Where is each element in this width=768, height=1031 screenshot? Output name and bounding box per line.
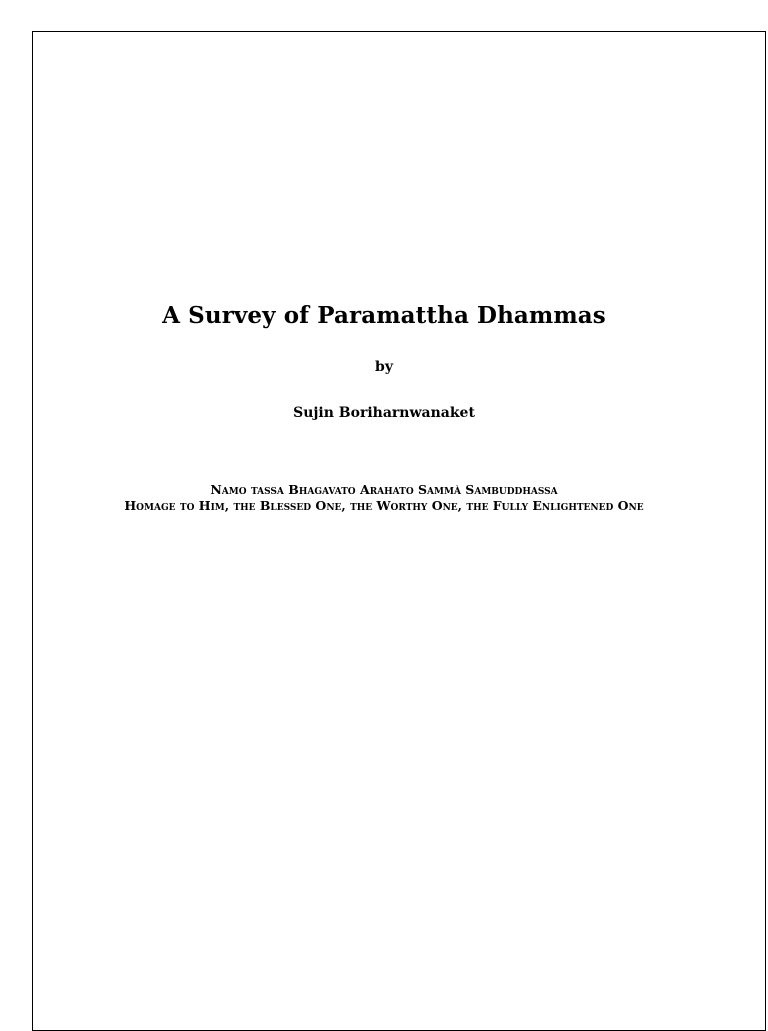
by-line: by	[375, 359, 393, 375]
document-title: A Survey of Paramattha Dhammas	[162, 302, 606, 329]
page-border	[32, 31, 766, 1031]
homage-english-line: Homage to Him, the Blessed One, the Worthy One, the Fully Enlightened One	[124, 498, 644, 513]
author-name: Sujin Boriharnwanaket	[293, 405, 475, 421]
homage-pali-line: Namo tassa Bhagavato Arahato Sammà Sambuddhassa	[210, 482, 558, 497]
